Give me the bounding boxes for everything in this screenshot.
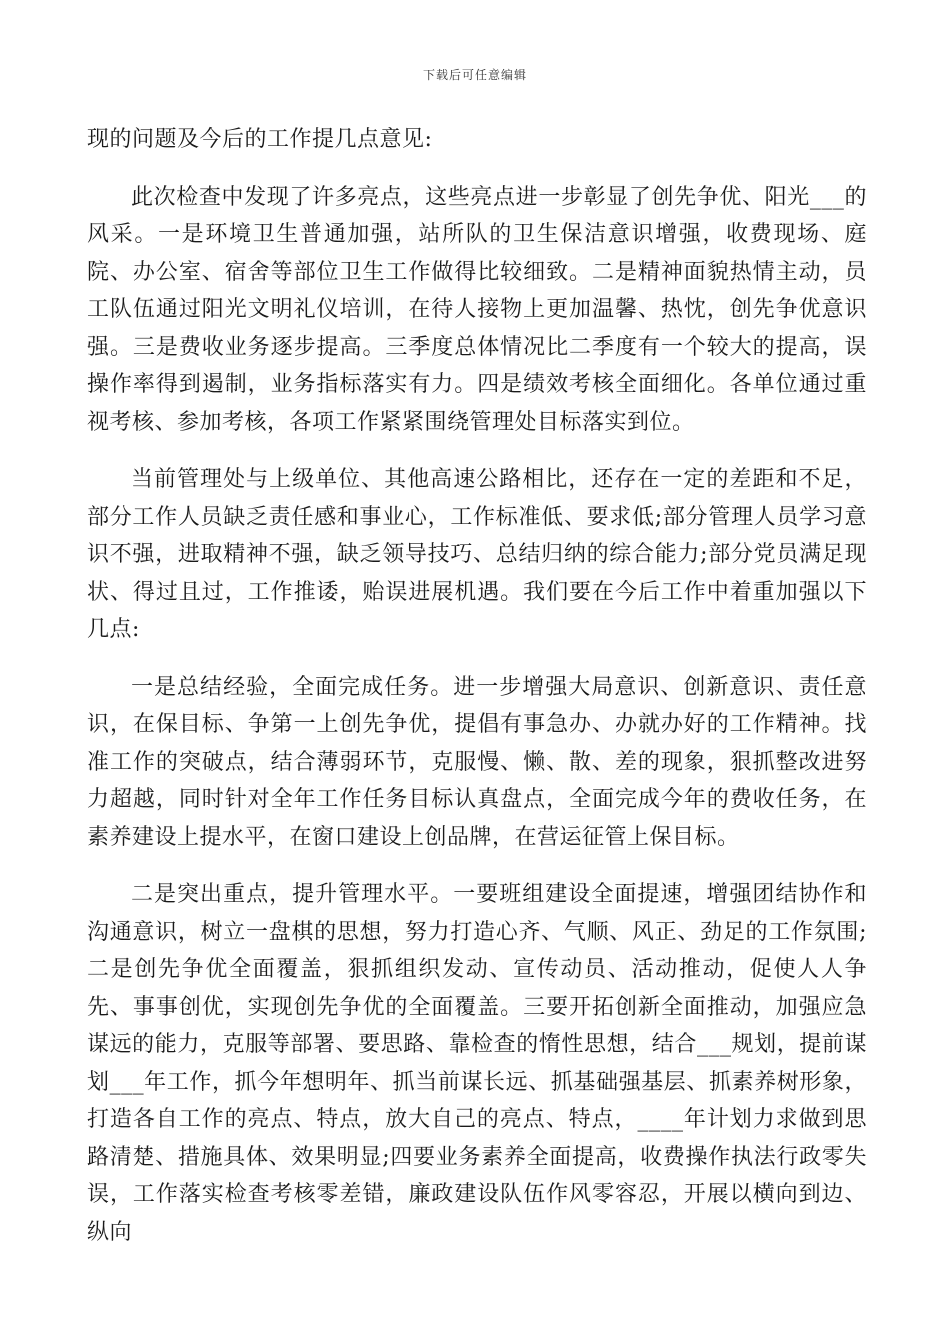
document-body — [87, 121, 867, 1271]
paragraph-highlights: 此次检查中发现了许多亮点，这些亮点进一步彰显了创先争优、阳光___的风采。一是环境卫生普通加强，站所队的卫生保洁意识增强，收费现场、庭院、办公室、宿舍等部位卫生工作做得比较细致。二是精神面貌热情主动，员工队伍通过阳光文明礼仪培训，在待人接物上更加温馨、热忱，创先争优意识强。三是费收业务逐步提高。三季度总体情况比二季度有一个较大的提高，误操作率得到遏制，业务指标落实有力。四是绩效考核全面细化。各单位通过重视考核、参加考核，各项工作紧紧围绕管理处目标落实到位。 — [87, 184, 867, 435]
paragraph-continuation: 现的问题及今后的工作提几点意见: — [87, 127, 433, 152]
paragraph-point-two: 二是突出重点，提升管理水平。一要班组建设全面提速，增强团结协作和沟通意识，树立一盘棋的思想，努力打造心齐、气顺、风正、劲足的工作氛围;二是创先争优全面覆盖，狠抓组织发动、宣传动员、活动推动，促使人人争先、事事创优，实现创先争优的全面覆盖。三要开拓创新全面推动，加强应急谋远的能力，克服等部署、要思路、靠检查的惰性思想，结合___规划，提前谋划___年工作，抓今年想明年、抓当前谋长远、抓基础强基层、抓素养树形象，打造各自工作的亮点、特点，放大自己的亮点、特点，____年计划力求做到思路清楚、措施具体、效果明显;四要业务素养全面提高，收费操作执法行政零失误，工作落实检查考核零差错，廉政建设队伍作风零容忍，开展以横向到边、纵向 — [87, 882, 867, 1245]
paragraph-shortcomings: 当前管理处与上级单位、其他高速公路相比，还存在一定的差距和不足，部分工作人员缺乏责任感和事业心，工作标准低、要求低;部分管理人员学习意识不强，进取精神不强，缺乏领导技巧、总结归纳的综合能力;部分党员满足现状、得过且过，工作推诿，贻误进展机遇。我们要在今后工作中着重加强以下几点: — [87, 467, 867, 642]
paragraph-point-one: 一是总结经验，全面完成任务。进一步增强大局意识、创新意识、责任意识，在保目标、争第一上创先争优，提倡有事急办、办就办好的工作精神。找准工作的突破点，结合薄弱环节，克服慢、懒、散、差的现象，狠抓整改进努力超越，同时针对全年工作任务目标认真盘点，全面完成今年的费收任务，在素养建设上提水平，在窗口建设上创品牌，在营运征管上保目标。 — [87, 674, 867, 850]
header-note: 下载后可任意编辑 — [422, 68, 527, 82]
